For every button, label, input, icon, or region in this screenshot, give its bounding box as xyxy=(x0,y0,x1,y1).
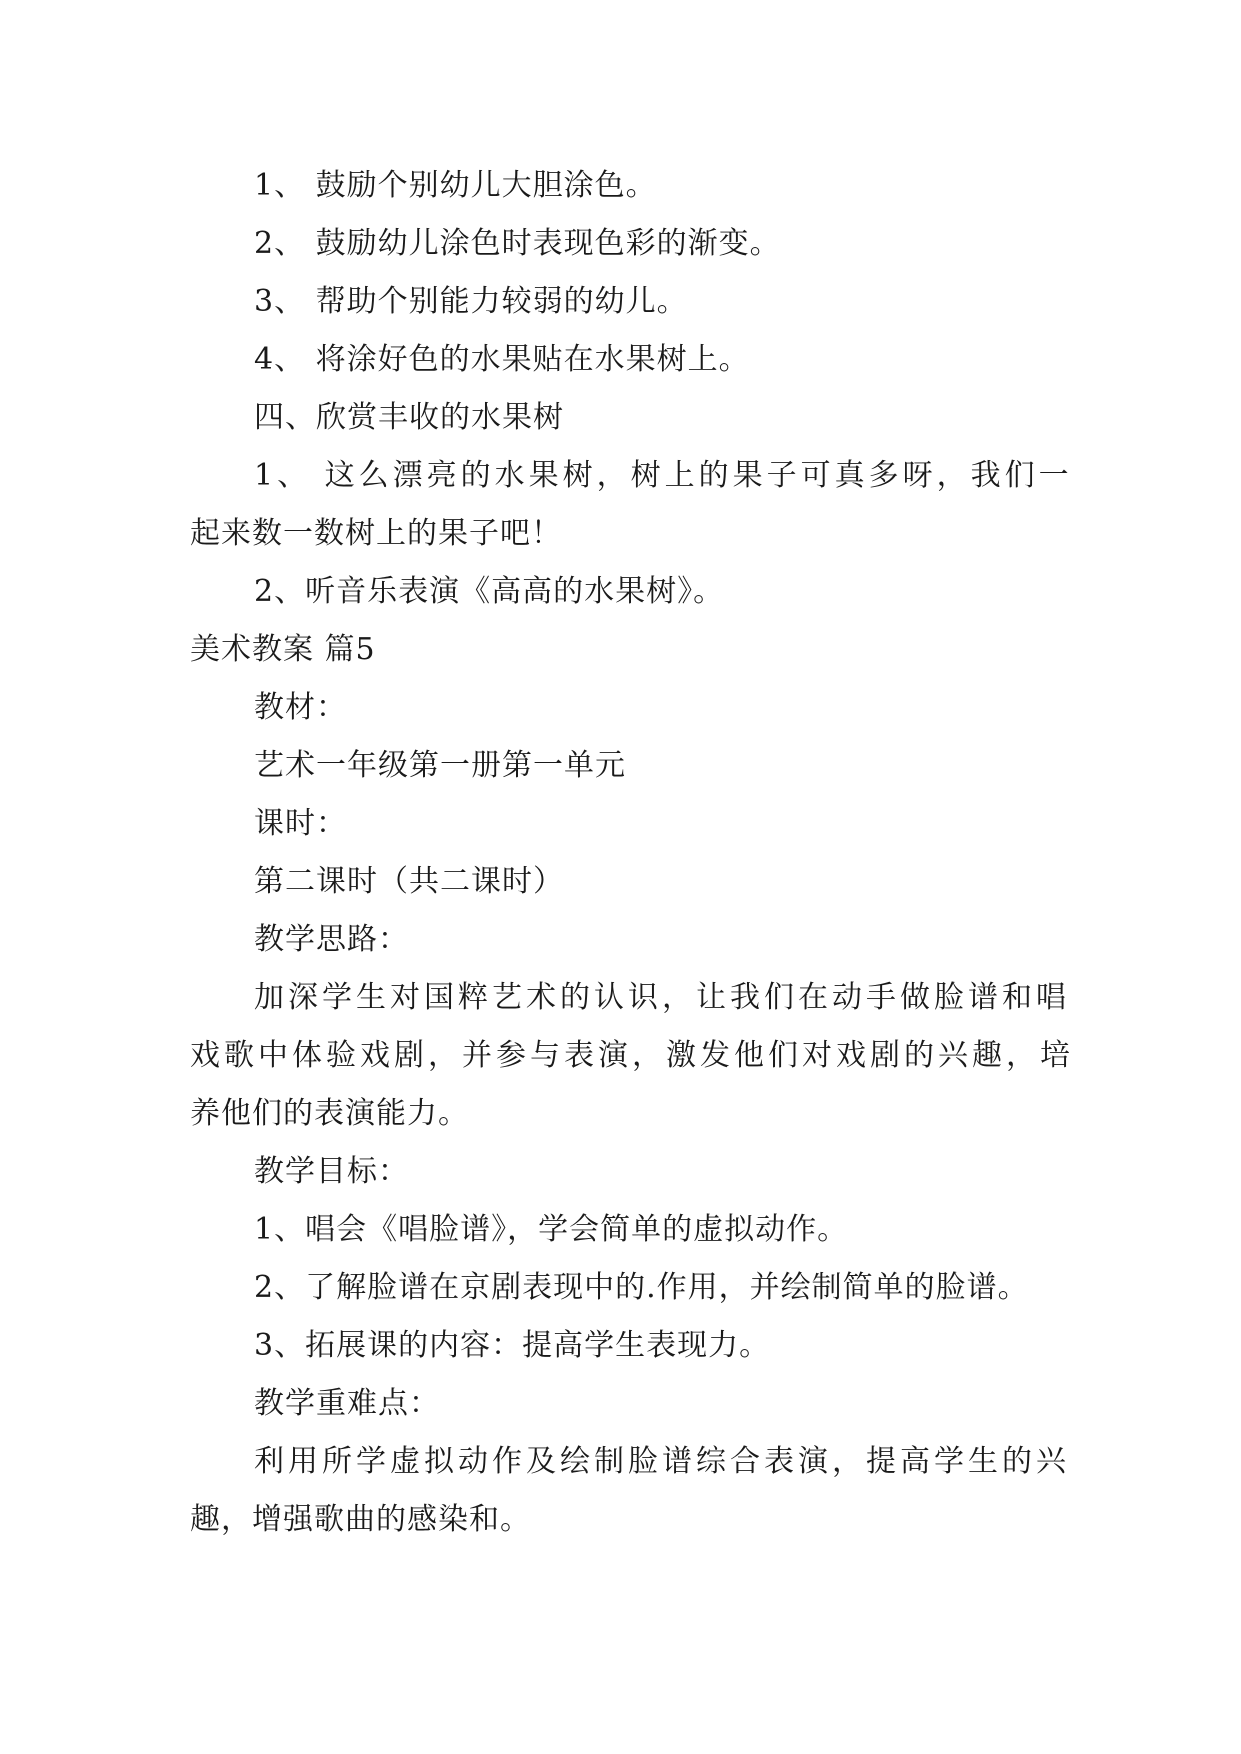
article-title: 美术教案 篇5 xyxy=(190,632,376,667)
paragraph-line: 戏歌中体验戏剧，并参与表演，激发他们对戏剧的兴趣，培 xyxy=(190,1038,1074,1073)
paragraph-line: 加深学生对国粹艺术的认识，让我们在动手做脸谱和唱 xyxy=(254,980,1070,1015)
field-label: 课时： xyxy=(254,806,347,841)
paragraph-line: 利用所学虚拟动作及绘制脸谱综合表演，提高学生的兴 xyxy=(254,1444,1070,1479)
field-label: 教学目标： xyxy=(254,1154,409,1189)
list-item: 2、了解脸谱在京剧表现中的.作用，并绘制简单的脸谱。 xyxy=(254,1270,1029,1305)
field-label: 教学重难点： xyxy=(254,1386,440,1421)
paragraph-line: 1、 这么漂亮的水果树，树上的果子可真多呀，我们一 xyxy=(254,458,1073,493)
section-heading: 四、欣赏丰收的水果树 xyxy=(254,400,564,435)
list-item: 3、 帮助个别能力较弱的幼儿。 xyxy=(254,284,688,319)
list-item: 2、 鼓励幼儿涂色时表现色彩的渐变。 xyxy=(254,226,781,261)
paragraph-line: 起来数一数树上的果子吧！ xyxy=(190,516,562,551)
field-value: 第二课时（共二课时） xyxy=(254,864,564,899)
list-item: 3、拓展课的内容：提高学生表现力。 xyxy=(254,1328,771,1363)
field-label: 教学思路： xyxy=(254,922,409,957)
field-label: 教材： xyxy=(254,690,347,725)
paragraph-line: 2、听音乐表演《高高的水果树》。 xyxy=(254,574,725,609)
list-item: 1、唱会《唱脸谱》，学会简单的虚拟动作。 xyxy=(254,1212,849,1247)
field-value: 艺术一年级第一册第一单元 xyxy=(254,748,626,783)
paragraph-line: 趣，增强歌曲的感染和。 xyxy=(190,1502,531,1537)
list-item: 1、 鼓励个别幼儿大胆涂色。 xyxy=(254,168,657,203)
list-item: 4、 将涂好色的水果贴在水果树上。 xyxy=(254,342,750,377)
paragraph-line: 养他们的表演能力。 xyxy=(190,1096,469,1131)
